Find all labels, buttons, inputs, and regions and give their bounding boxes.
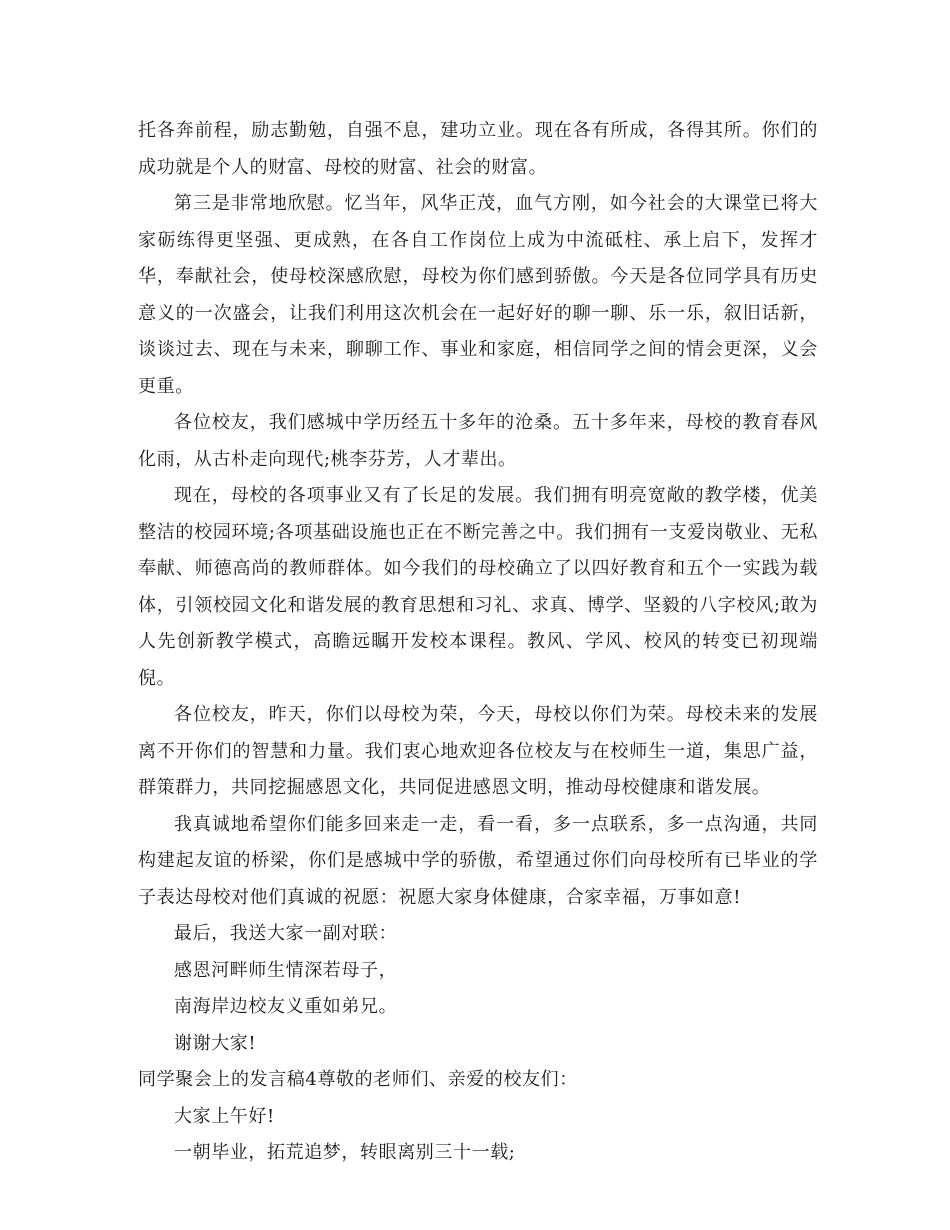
paragraph-continuation: 托各奔前程，励志勤勉，自强不息，建功立业。现在各有所成，各得其所。你们的成功就是个人的财富、母校的财富、社会的财富。 — [138, 120, 818, 178]
paragraph-school-development: 现在，母校的各项事业又有了长足的发展。我们拥有明亮宽敞的教学楼，优美整洁的校园环境;各项基础设施也正在不断完善之中。我们拥有一支爱岗敬业、无私奉献、师德高尚的教师群体。如今我们的母校确立了以四好教育和五个一实践为载体，引领校园文化和谐发展的教育思想和习礼、求真、博学、坚毅的八字校风;敢为人先创新教学模式，高瞻远瞩开发校本课程。教风、学风、校风的转变已初现端倪。 — [138, 485, 818, 689]
paragraph-thanks: 谢谢大家! — [174, 1032, 257, 1054]
document-page — [138, 113, 818, 1172]
couplet-line-1: 感恩河畔师生情深若母子， — [174, 959, 398, 981]
couplet-line-2: 南海岸边校友义重如弟兄。 — [174, 996, 398, 1017]
paragraph-alumni-pride: 各位校友，昨天，你们以母校为荣，今天，母校以你们为荣。母校未来的发展离不开你们的智慧和力量。我们衷心地欢迎各位校友与在校师生一道，集思广益，群策群力，共同挖掘感恩文化，共同促进感恩文明，推动母校健康和谐发展。 — [138, 704, 818, 798]
paragraph-couplet-intro: 最后，我送大家一副对联： — [174, 923, 398, 944]
paragraph-wishes: 我真诚地希望你们能多回来走一走，看一看，多一点联系，多一点沟通，共同构建起友谊的桥梁，你们是感城中学的骄傲，希望通过你们向母校所有已毕业的学子表达母校对他们真诚的祝愿：祝愿大家身体健康，合家幸福，万事如意! — [138, 813, 818, 908]
paragraph-third-point: 第三是非常地欣慰。忆当年，风华正茂，血气方刚，如今社会的大课堂已将大家砺练得更坚强、更成熟，在各自工作岗位上成为中流砥柱、承上启下，发挥才华，奉献社会，使母校深感欣慰，母校为你们感到骄傲。今天是各位同学具有历史意义的一次盛会，让我们利用这次机会在一起好好的聊一聊、乐一乐，叙旧话新，谈谈过去、现在与未来，聊聊工作、事业和家庭，相信同学之间的情会更深，义会更重。 — [138, 193, 818, 397]
paragraph-school-history: 各位校友，我们感城中学历经五十多年的沧桑。五十多年来，母校的教育春风化雨，从古朴走向现代;桃李芬芳，人才辈出。 — [138, 412, 818, 470]
paragraph-opening-line: 一朝毕业，拓荒追梦，转眼离别三十一载; — [174, 1142, 516, 1163]
section-heading-speech-4: 同学聚会上的发言稿4尊敬的老师们、亲爱的校友们： — [138, 1069, 578, 1090]
paragraph-greeting: 大家上午好! — [174, 1105, 275, 1127]
